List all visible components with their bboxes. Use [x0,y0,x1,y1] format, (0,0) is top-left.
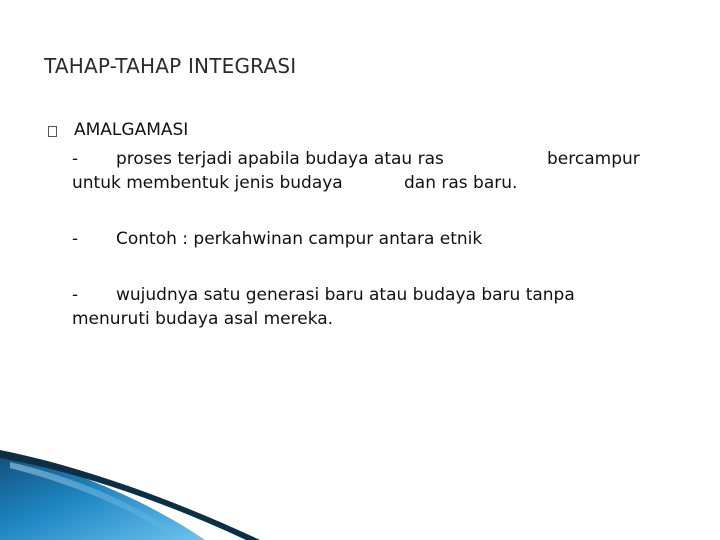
item-1-dash: - [72,149,79,169]
item-2-dash: - [72,229,79,249]
item-1-line1-part2: bercampur [547,149,640,169]
slide-title: TAHAP-TAHAP INTEGRASI [44,54,297,78]
item-3-line2: menuruti budaya asal mereka. [72,309,334,329]
corner-swoosh-decoration [0,450,300,540]
bullet-heading: AMALGAMASI [74,120,189,140]
item-3-line1: wujudnya satu generasi baru atau budaya baru tanpa [116,285,575,305]
item-1-line1-part1: proses terjadi apabila budaya atau ras [116,149,444,169]
item-3-dash: - [72,285,79,305]
item-1-line2-part2: dan ras baru. [404,173,518,193]
hollow-square-bullet-icon [48,126,57,137]
item-1-line2-part1: untuk membentuk jenis budaya [72,173,343,193]
item-2-line1: Contoh : perkahwinan campur antara etnik [116,229,483,249]
